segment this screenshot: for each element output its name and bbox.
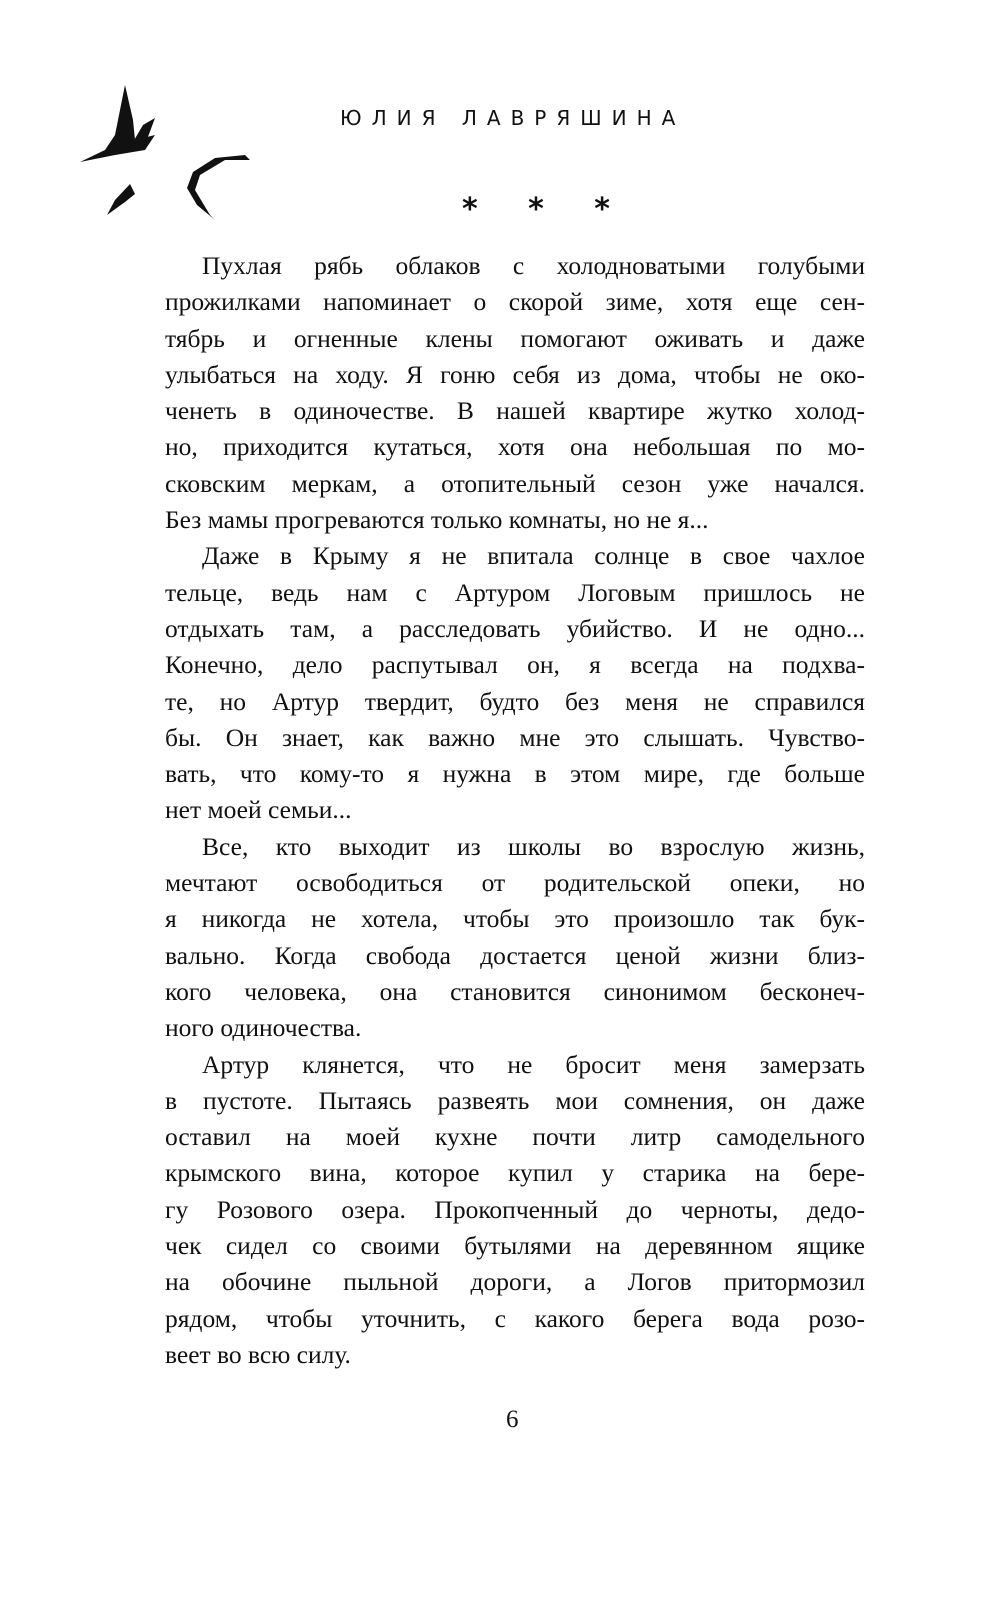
paragraph [165, 829, 865, 1047]
bird-large-icon [80, 85, 155, 162]
text-line: нет моей семьи... [165, 795, 352, 825]
text-line: тельце, ведь нам с Артуром Логовым пришлось не [165, 577, 865, 607]
section-separator: * * * [462, 192, 630, 227]
running-header-author: ЮЛИЯ ЛАВРЯШИНА [340, 106, 686, 130]
paragraph [165, 1047, 865, 1374]
text-line: ного одиночества. [165, 1013, 362, 1043]
bird-tiny-icon [107, 184, 135, 215]
text-line: Даже в Крыму я не впитала солнце в свое чахлое [202, 541, 865, 571]
bird-small-icon [133, 118, 155, 145]
bird-flying-icon [187, 155, 250, 220]
text-line: кого человека, она становится синонимом бесконеч- [165, 976, 865, 1006]
paragraph [165, 538, 865, 828]
text-line: прожилками напоминает о скорой зиме, хотя еще сен- [165, 287, 865, 317]
text-line: Все, кто выходит из школы во взрослую жизнь, [202, 831, 865, 861]
text-line: Без мамы прогреваются только комнаты, но не я... [165, 505, 709, 535]
text-line: но, приходится кутаться, хотя она небольшая по мо- [165, 432, 865, 462]
text-line: вать, что кому-то я нужна в этом мире, где больше [165, 759, 865, 789]
paragraph [165, 248, 865, 538]
text-line: отдыхать там, а расследовать убийство. И не одно... [165, 613, 865, 643]
body-text [165, 248, 865, 1373]
text-line: крымского вина, которое купил у старика на бере- [165, 1158, 865, 1188]
text-line: я никогда не хотела, чтобы это произошло так бук- [165, 904, 865, 934]
text-line: сковским меркам, а отопительный сезон уже начался. [165, 468, 865, 498]
text-line: ченеть в одиночестве. В нашей квартире жутко холод- [165, 396, 865, 426]
text-line: тябрь и огненные клены помогают оживать и даже [165, 323, 865, 353]
text-line: бы. Он знает, как важно мне это слышать. Чувство- [165, 722, 865, 752]
birds-illustration [75, 80, 255, 230]
text-line: веет во всю силу. [165, 1339, 351, 1369]
text-line: рядом, чтобы уточнить, с какого берега вода розо- [165, 1303, 865, 1333]
text-line: те, но Артур твердит, будто без меня не справился [165, 686, 865, 716]
text-line: улыбаться на ходу. Я гоню себя из дома, чтобы не око- [165, 359, 865, 389]
text-line: мечтают освободиться от родительской опеки, но [165, 868, 865, 898]
text-line: оставил на моей кухне почти литр самодельного [165, 1122, 865, 1152]
text-line: гу Розового озера. Прокопченный до черноты, дедо- [165, 1194, 865, 1224]
text-line: Конечно, дело распутывал он, я всегда на подхва- [165, 650, 865, 680]
text-line: вально. Когда свобода достается ценой жизни близ- [165, 940, 865, 970]
page-number: 6 [506, 1406, 519, 1433]
text-line: Пухлая рябь облаков с холодноватыми голубыми [202, 251, 865, 280]
text-line: чек сидел со своими бутылями на деревянном ящике [165, 1231, 865, 1261]
text-line: на обочине пыльной дороги, а Логов притормозил [165, 1267, 865, 1297]
text-line: в пустоте. Пытаясь развеять мои сомнения, он даже [165, 1085, 865, 1115]
text-line: Артур клянется, что не бросит меня замерзать [202, 1049, 865, 1079]
